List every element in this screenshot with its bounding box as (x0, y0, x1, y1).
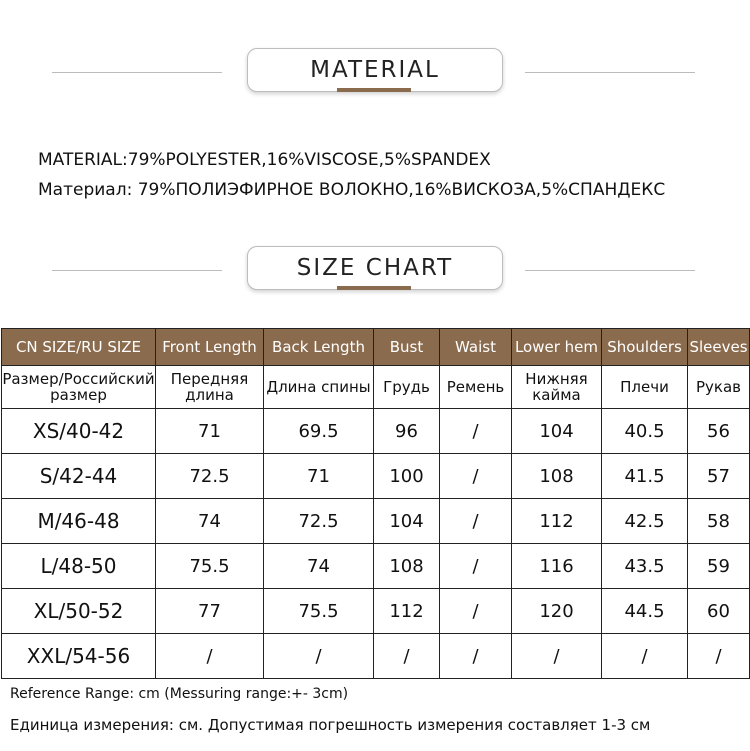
header-waist: Waist (440, 329, 512, 366)
table-cell: 104 (374, 499, 440, 544)
header-ru-shoulders: Плечи (602, 366, 688, 409)
table-cell: 108 (512, 454, 602, 499)
table-cell: 43.5 (602, 544, 688, 589)
material-en: MATERIAL:79%POLYESTER,16%VISCOSE,5%SPANDEX (38, 150, 491, 170)
table-cell: 120 (512, 589, 602, 634)
material-section-header (0, 48, 750, 98)
table-cell: / (512, 634, 602, 679)
table-cell: 41.5 (602, 454, 688, 499)
divider-line (52, 72, 222, 73)
table-cell: / (602, 634, 688, 679)
material-ru: Материал: 79%ПОЛИЭФИРНОЕ ВОЛОКНО,16%ВИСКОЗА,5%СПАНДЕКС (38, 180, 666, 200)
size-chart-table (1, 328, 750, 679)
header-back-length: Back Length (264, 329, 374, 366)
table-cell: / (264, 634, 374, 679)
header-front-length: Front Length (156, 329, 264, 366)
table-cell: / (440, 454, 512, 499)
table-cell: 57 (688, 454, 750, 499)
table-cell: 58 (688, 499, 750, 544)
header-shoulders: Shoulders (602, 329, 688, 366)
table-cell: 71 (264, 454, 374, 499)
header-bust: Bust (374, 329, 440, 366)
table-cell: 71 (156, 409, 264, 454)
table-cell: L/48-50 (2, 544, 156, 589)
table-cell: 40.5 (602, 409, 688, 454)
table-cell: / (440, 499, 512, 544)
table-cell: S/42-44 (2, 454, 156, 499)
table-header-ru-row (2, 366, 750, 409)
table-cell: 108 (374, 544, 440, 589)
divider-line (525, 72, 695, 73)
table-row (2, 499, 750, 544)
table-header-row (2, 329, 750, 366)
material-title: MATERIAL (247, 48, 503, 92)
header-ru-bust: Грудь (374, 366, 440, 409)
table-cell: 116 (512, 544, 602, 589)
table-cell: / (688, 634, 750, 679)
header-ru-back-length: Длина спины (264, 366, 374, 409)
header-ru-sleeves: Рукав (688, 366, 750, 409)
reference-range-note-ru: Единица измерения: см. Допустимая погрешность измерения составляет 1-3 см (10, 716, 651, 734)
table-cell: / (440, 544, 512, 589)
table-cell: 59 (688, 544, 750, 589)
table-cell: 100 (374, 454, 440, 499)
table-cell: 104 (512, 409, 602, 454)
table-cell: 75.5 (156, 544, 264, 589)
header-lower-hem: Lower hem (512, 329, 602, 366)
divider-line (52, 270, 222, 271)
table-row (2, 544, 750, 589)
table-cell: XS/40-42 (2, 409, 156, 454)
table-cell: 74 (264, 544, 374, 589)
table-cell: 56 (688, 409, 750, 454)
table-cell: 69.5 (264, 409, 374, 454)
table-cell: 44.5 (602, 589, 688, 634)
table-cell: 96 (374, 409, 440, 454)
table-cell: / (374, 634, 440, 679)
table-row (2, 634, 750, 679)
table-row (2, 454, 750, 499)
accent-bar (337, 286, 411, 290)
header-ru-waist: Ремень (440, 366, 512, 409)
divider-line (525, 270, 695, 271)
table-cell: XL/50-52 (2, 589, 156, 634)
table-cell: 42.5 (602, 499, 688, 544)
table-cell: 112 (512, 499, 602, 544)
table-cell: 77 (156, 589, 264, 634)
table-cell: 75.5 (264, 589, 374, 634)
table-row (2, 589, 750, 634)
table-cell: / (156, 634, 264, 679)
table-cell: / (440, 634, 512, 679)
table-cell: 72.5 (156, 454, 264, 499)
header-size: CN SIZE/RU SIZE (2, 329, 156, 366)
table-cell: / (440, 409, 512, 454)
header-sleeves: Sleeves (688, 329, 750, 366)
size-chart-title: SIZE CHART (247, 246, 503, 290)
header-ru-front-length: Передняя длина (156, 366, 264, 409)
reference-range-note: Reference Range: cm (Messuring range:+- 3cm) (10, 686, 349, 702)
table-cell: 74 (156, 499, 264, 544)
header-ru-size: Размер/Российский размер (2, 366, 156, 409)
table-cell: 112 (374, 589, 440, 634)
table-cell: XXL/54-56 (2, 634, 156, 679)
size-chart-section-header (0, 246, 750, 296)
header-ru-lower-hem: Нижняя кайма (512, 366, 602, 409)
table-cell: / (440, 589, 512, 634)
table-row (2, 409, 750, 454)
table-cell: 72.5 (264, 499, 374, 544)
table-cell: 60 (688, 589, 750, 634)
accent-bar (337, 88, 411, 92)
table-cell: M/46-48 (2, 499, 156, 544)
